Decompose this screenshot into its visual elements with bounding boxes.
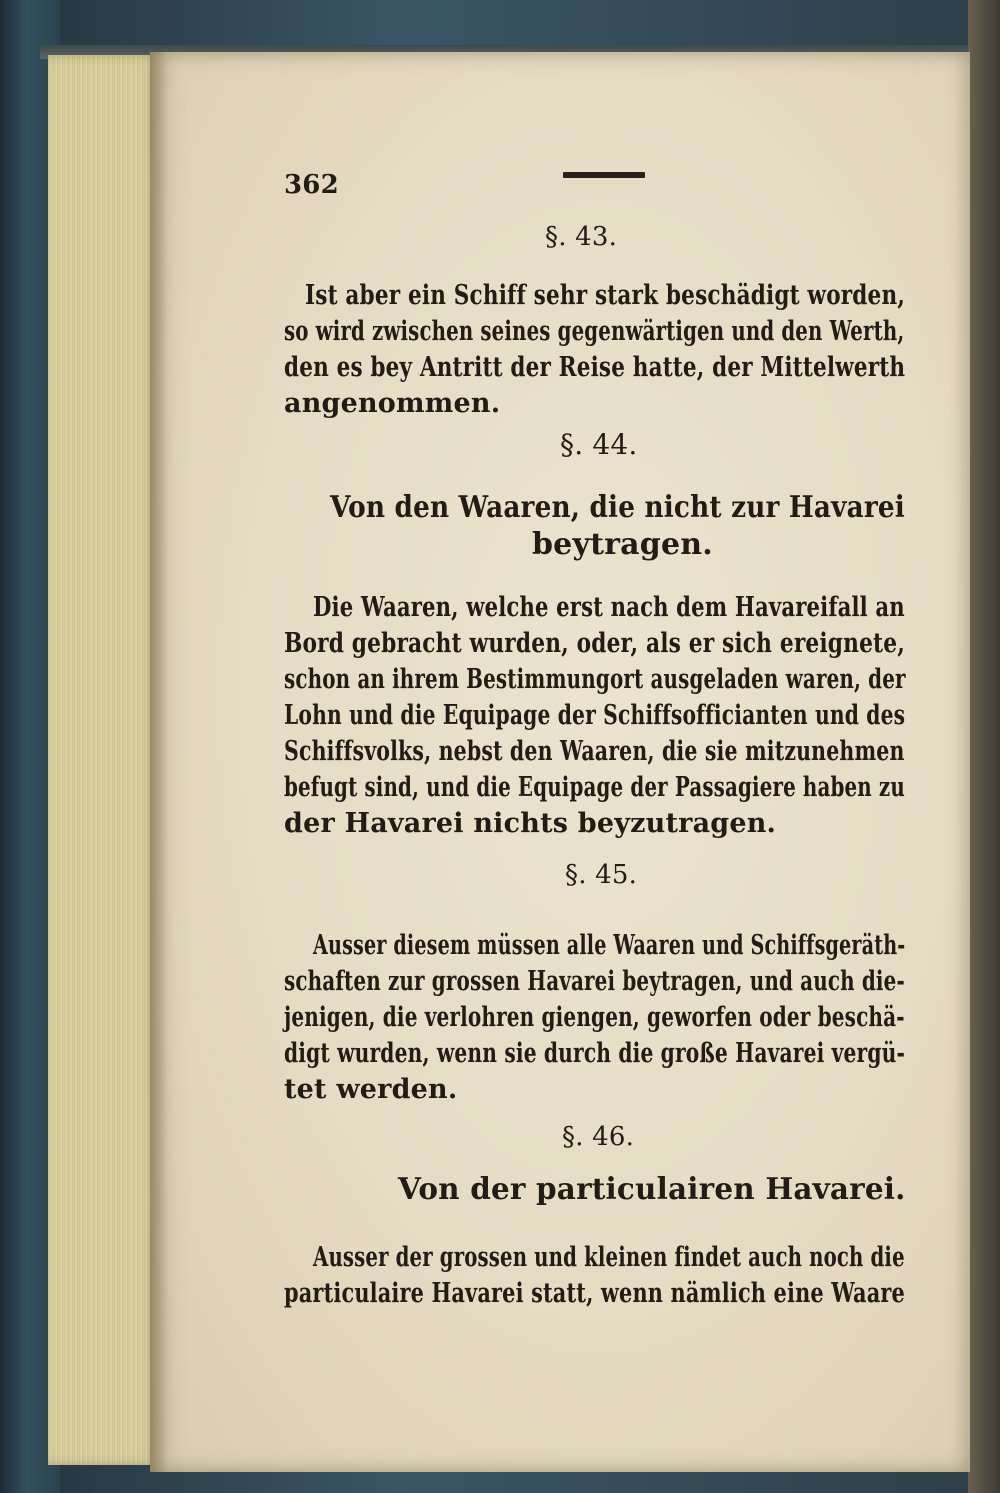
text-line: so wird zwischen seines gegenwärtigen und den Werth, [284, 316, 905, 347]
text-line: Ausser diesem müssen alle Waaren und Schiffsgeräth- [313, 930, 906, 961]
section-number-46: §. 46. [562, 1122, 635, 1152]
right-facing-page-edge [968, 0, 1000, 1493]
header-rule [563, 172, 645, 178]
text-line: der Havarei nichts beyzutragen. [284, 808, 777, 839]
text-line: befugt sind, und die Equipage der Passagiere haben zu [284, 772, 905, 803]
text-line: Bord gebracht wurden, oder, als er sich ereignete, [284, 628, 905, 659]
section-heading: Von den Waaren, die nicht zur Havarei [330, 490, 905, 525]
page-gutter-shadow [150, 52, 168, 1472]
text-line: particulaire Havarei statt, wenn nämlich eine Waare [284, 1278, 905, 1309]
section-number-45: §. 45. [565, 860, 638, 890]
section-heading: beytragen. [532, 527, 713, 562]
text-line: schon an ihrem Bestimmungort ausgeladen waren, der [284, 664, 906, 695]
text-line: digt wurden, wenn sie durch die große Havarei vergü- [284, 1038, 906, 1069]
page-number: 362 [284, 170, 339, 200]
text-line: Schiffsvolks, nebst den Waaren, die sie mitzunehmen [284, 736, 905, 767]
text-line: Ausser der grossen und kleinen findet auch noch die [313, 1242, 905, 1273]
text-line: angenommen. [284, 388, 501, 419]
text-line: Ist aber ein Schiff sehr stark beschädigt worden, [305, 280, 906, 311]
text-line: jenigen, die verlohren giengen, geworfen oder beschä- [284, 1002, 905, 1033]
page-stack-edges [48, 55, 158, 1465]
text-line: Die Waaren, welche erst nach dem Havareifall an [313, 592, 905, 623]
section-number-43: §. 43. [545, 222, 618, 252]
text-line: den es bey Antritt der Reise hatte, der Mittelwerth [284, 352, 906, 383]
text-line: tet werden. [284, 1074, 458, 1105]
section-heading: Von der particulairen Havarei. [398, 1172, 906, 1207]
text-line: Lohn und die Equipage der Schiffsofficianten und des [284, 700, 906, 731]
text-line: schaften zur grossen Havarei beytragen, und auch die- [284, 966, 905, 997]
section-number-44: §. 44. [560, 428, 638, 461]
